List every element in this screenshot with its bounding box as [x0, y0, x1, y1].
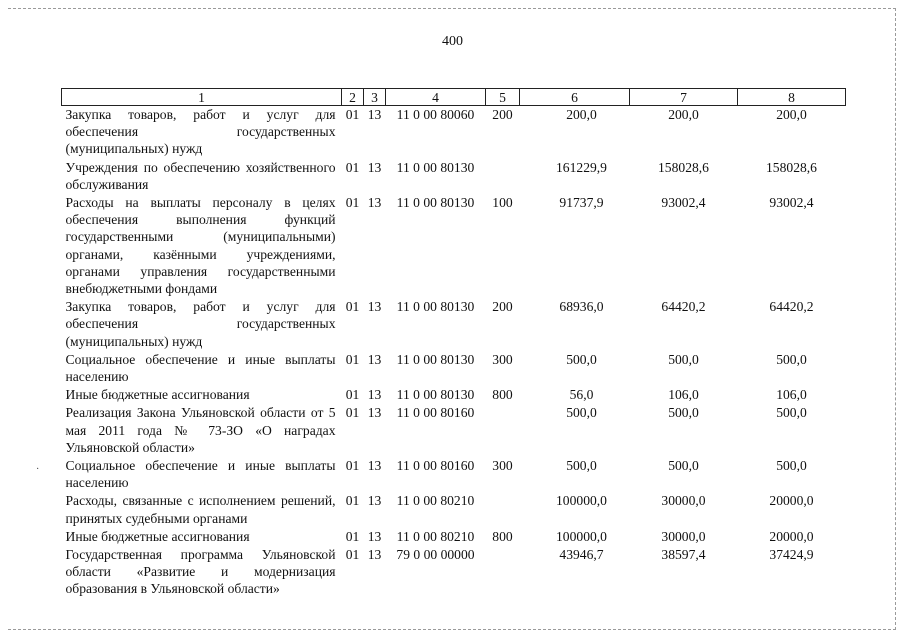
- expense-type-code: [486, 492, 520, 527]
- section-code: 01: [345, 351, 360, 367]
- expense-name: Иные бюджетные ассигнования: [65, 387, 250, 403]
- expense-type-code: 100: [492, 195, 513, 211]
- amount-col8: 500,0: [776, 405, 807, 421]
- amount-col6: 68936,0: [559, 299, 604, 315]
- subsection-code: 13: [367, 405, 382, 421]
- target-article-code: 11 0 00 80130: [396, 351, 475, 367]
- amount-col8: 20000,0: [769, 528, 814, 544]
- subsection-code: 13: [367, 458, 382, 474]
- expense-name: Учреждения по обеспечению хозяйственного обслуживания: [65, 159, 336, 192]
- column-header: 6: [520, 89, 630, 106]
- table-row: [62, 546, 846, 599]
- amount-col7: 30000,0: [661, 528, 706, 544]
- target-article-code: 11 0 00 80210: [396, 493, 475, 509]
- column-header: 4: [386, 89, 486, 106]
- table-row: [62, 298, 846, 351]
- expense-type-code: [486, 159, 520, 194]
- target-article-code: 11 0 00 80060: [396, 107, 475, 122]
- section-code: 01: [345, 528, 360, 544]
- section-code: 01: [345, 405, 360, 421]
- section-code: 01: [345, 458, 360, 474]
- subsection-code: 13: [367, 528, 382, 544]
- section-code: 01: [345, 195, 360, 211]
- budget-table: [61, 88, 846, 599]
- amount-col7: 500,0: [668, 458, 699, 474]
- amount-col7: 38597,4: [661, 547, 706, 563]
- amount-col8: 200,0: [776, 107, 807, 122]
- expense-type-code: 800: [492, 528, 513, 544]
- amount-col8: 37424,9: [769, 547, 814, 563]
- expense-type-code: [486, 546, 520, 599]
- subsection-code: 13: [367, 387, 382, 403]
- target-article-code: 11 0 00 80160: [396, 458, 475, 474]
- section-code: 01: [345, 107, 360, 122]
- expense-type-code: 200: [492, 299, 513, 315]
- section-code: 01: [345, 493, 360, 509]
- page-number: 400: [442, 34, 463, 49]
- amount-col6: 500,0: [566, 405, 597, 421]
- amount-col8: 20000,0: [769, 493, 814, 509]
- expense-name: Закупка товаров, работ и услуг для обеспечения государственных (муниципальных) нужд: [65, 107, 336, 157]
- target-article-code: 11 0 00 80130: [396, 299, 475, 315]
- amount-col6: 161229,9: [556, 159, 607, 175]
- expense-type-code: 200: [492, 107, 513, 122]
- table-row: [62, 457, 846, 492]
- amount-col8: 500,0: [776, 458, 807, 474]
- expense-name: Расходы, связанные с исполнением решений, принятых судебными органами: [65, 493, 336, 526]
- target-article-code: 11 0 00 80160: [396, 405, 475, 421]
- section-code: 01: [345, 159, 360, 175]
- amount-col6: 43946,7: [559, 547, 604, 563]
- section-code: 01: [345, 547, 360, 563]
- target-article-code: 11 0 00 80130: [396, 195, 475, 211]
- target-article-code: 11 0 00 80130: [396, 159, 475, 175]
- table-row: [62, 528, 846, 546]
- target-article-code: 11 0 00 80210: [396, 528, 475, 544]
- amount-col8: 93002,4: [769, 195, 814, 211]
- subsection-code: 13: [367, 195, 382, 211]
- amount-col6: 56,0: [569, 387, 594, 403]
- amount-col7: 106,0: [668, 387, 699, 403]
- column-header: 5: [486, 89, 520, 106]
- amount-col7: 93002,4: [661, 195, 706, 211]
- target-article-code: 79 0 00 00000: [396, 547, 475, 563]
- table-row: [62, 492, 846, 527]
- amount-col6: 100000,0: [556, 528, 607, 544]
- amount-col7: 500,0: [668, 405, 699, 421]
- table-row: [62, 351, 846, 386]
- section-code: 01: [345, 387, 360, 403]
- amount-col7: 30000,0: [661, 493, 706, 509]
- subsection-code: 13: [367, 299, 382, 315]
- subsection-code: 13: [367, 547, 382, 563]
- subsection-code: 13: [367, 159, 382, 175]
- target-article-code: 11 0 00 80130: [396, 387, 475, 403]
- column-header: 7: [630, 89, 738, 106]
- amount-col8: 106,0: [776, 387, 807, 403]
- amount-col7: 500,0: [668, 351, 699, 367]
- amount-col6: 91737,9: [559, 195, 604, 211]
- table-row: [62, 159, 846, 194]
- amount-col7: 64420,2: [661, 299, 706, 315]
- section-code: 01: [345, 299, 360, 315]
- subsection-code: 13: [367, 351, 382, 367]
- scan-speck: ·: [36, 464, 40, 475]
- expense-name: Социальное обеспечение и иные выплаты населению: [65, 351, 336, 385]
- amount-col6: 100000,0: [556, 493, 607, 509]
- column-header: 8: [738, 89, 846, 106]
- expense-type-code: 300: [492, 351, 513, 367]
- subsection-code: 13: [367, 493, 382, 509]
- column-header: 3: [364, 89, 386, 106]
- amount-col8: 64420,2: [769, 299, 814, 315]
- amount-col6: 200,0: [566, 107, 597, 122]
- amount-col8: 158028,6: [766, 159, 817, 175]
- subsection-code: 13: [367, 107, 382, 122]
- expense-type-code: [486, 404, 520, 457]
- table-row: [62, 194, 846, 298]
- amount-col7: 158028,6: [658, 159, 709, 175]
- amount-col7: 200,0: [668, 107, 699, 122]
- expense-type-code: 800: [492, 387, 513, 403]
- column-header: 1: [62, 89, 342, 106]
- expense-name: Расходы на выплаты персоналу в целях обеспечения выполнения функций государственными (муниципальными) органами, казёнными учреждениями, органами управления государственными внебюджетными фондами: [65, 195, 336, 297]
- expense-name: Реализация Закона Ульяновской области от 5 мая 2011 года № 73-ЗО «О наградах Ульяновской области»: [65, 405, 336, 455]
- amount-col6: 500,0: [566, 351, 597, 367]
- column-number-row: [62, 89, 846, 106]
- expense-name: Государственная программа Ульяновской области «Развитие и модернизация образования в Ульяновской области»: [65, 547, 336, 597]
- expense-name: Закупка товаров, работ и услуг для обеспечения государственных (муниципальных) нужд: [65, 299, 336, 349]
- table-row: [62, 386, 846, 404]
- table-body: [62, 106, 846, 599]
- expense-name: Иные бюджетные ассигнования: [65, 528, 250, 544]
- table-row: [62, 404, 846, 457]
- expense-name: Социальное обеспечение и иные выплаты населению: [65, 458, 336, 491]
- expense-type-code: 300: [492, 458, 513, 474]
- amount-col8: 500,0: [776, 351, 807, 367]
- column-header: 2: [342, 89, 364, 106]
- table-row: [62, 106, 846, 159]
- amount-col6: 500,0: [566, 458, 597, 474]
